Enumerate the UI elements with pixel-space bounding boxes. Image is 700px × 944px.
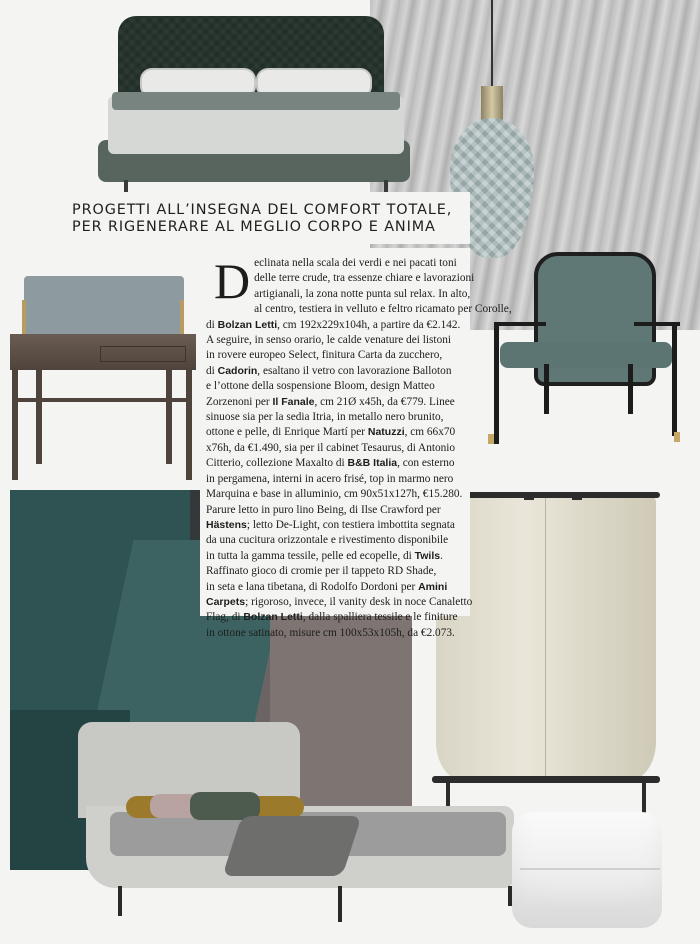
duvet-photo bbox=[512, 812, 662, 928]
brand-name: Hästens bbox=[206, 518, 247, 531]
desk-leg bbox=[186, 368, 192, 480]
headline-box bbox=[0, 192, 470, 244]
text-line: artigianali, la zona notte punta sul relax. In alto, bbox=[254, 287, 471, 300]
page-headline bbox=[72, 202, 452, 236]
text-line: Raffinato gioco di cromie per il tappeto RD Shade, bbox=[206, 565, 437, 578]
text-line: di Bolzan Letti, cm 192x229x104h, a partire da €2.142. bbox=[206, 318, 461, 331]
chair-leg bbox=[672, 324, 677, 436]
chair-seat-photo bbox=[500, 342, 672, 368]
duvet-fold bbox=[520, 868, 660, 870]
bed-leg bbox=[338, 886, 342, 922]
brand-name: Natuzzi bbox=[367, 426, 405, 439]
text-line: delle terre crude, tra essenze chiare e lavorazioni bbox=[254, 272, 475, 285]
chair-armrest bbox=[494, 322, 546, 326]
text-line: in rovere europeo Select, finitura Carta da zucchero, bbox=[206, 349, 443, 362]
lamp-cord bbox=[491, 0, 493, 86]
headline-line: PROGETTI ALL’INSEGNA DEL COMFORT TOTALE, bbox=[72, 202, 453, 218]
text-line: in pergamena, interni in acero frisé, top in marmo nero bbox=[206, 472, 454, 485]
desk-rail bbox=[18, 398, 190, 402]
headline-line: PER RIGENERARE AL MEGLIO CORPO E ANIMA bbox=[72, 219, 436, 235]
desk-leg bbox=[166, 368, 172, 464]
brand-name: Twils bbox=[414, 549, 441, 562]
brand-name: Amini bbox=[418, 580, 448, 593]
text-line: sinuose sia per la sedia Itria, in metallo nero brunito, bbox=[206, 411, 444, 424]
brand-name: Bolzan Letti bbox=[217, 318, 278, 331]
bed-throw bbox=[222, 816, 361, 876]
text-line: Carpets; rigoroso, invece, il vanity desk in noce Canaletto bbox=[206, 595, 473, 608]
cabinet-handle bbox=[572, 494, 582, 500]
brand-name: Cadorin bbox=[217, 364, 258, 377]
bed-blanket-photo bbox=[112, 92, 400, 110]
article-text-box bbox=[200, 248, 512, 639]
text-line: da una cucitura orizzontale e rivestimento disponibile bbox=[206, 534, 449, 547]
cabinet-door-split bbox=[545, 498, 546, 780]
text-line: Flag, di Bolzan Letti, dalla spalliera tessile e le finiture bbox=[206, 611, 458, 624]
cabinet-base bbox=[432, 776, 660, 783]
brand-name: Il Fanale bbox=[272, 395, 315, 408]
desk-brass-post bbox=[22, 300, 26, 336]
desk-brass-post bbox=[180, 300, 184, 336]
chair-leg bbox=[628, 364, 633, 414]
desk-backrest-photo bbox=[24, 276, 184, 336]
desk-leg bbox=[36, 368, 42, 464]
text-line: Citterio, collezione Maxalto di B&B Italia, con esterno bbox=[206, 457, 455, 470]
brand-name: Bolzan Letti bbox=[243, 611, 303, 624]
text-line: x76h, da €1.490, sia per il cabinet Tesaurus, di Antonio bbox=[206, 441, 456, 454]
text-line: Marquina e base in alluminio, cm 90x51x127h, €15.280. bbox=[206, 488, 463, 501]
desk-drawer bbox=[100, 346, 186, 362]
drop-cap: D bbox=[214, 253, 251, 309]
text-line: in seta e lana tibetana, di Rodolfo Dordoni per Amini bbox=[206, 580, 448, 593]
brand-name: B&B Italia bbox=[347, 457, 398, 470]
text-line: eclinata nella scala dei verdi e nei pacati toni bbox=[254, 257, 457, 269]
chair-foot bbox=[488, 434, 494, 444]
text-line: e l’ottone della sospensione Bloom, design Matteo bbox=[206, 380, 435, 393]
text-line: in ottone satinato, misure cm 100x53x105h, da €2.073. bbox=[206, 626, 455, 639]
brand-name: Carpets bbox=[206, 595, 246, 608]
chair-leg bbox=[494, 324, 499, 444]
text-line: Parure letto in puro lino Being, di Ilse Crawford per bbox=[206, 503, 441, 516]
bed-leg bbox=[118, 886, 122, 916]
text-line: A seguire, in senso orario, le calde venature dei listoni bbox=[206, 334, 452, 347]
desk-leg bbox=[12, 368, 18, 480]
article-body bbox=[206, 253, 512, 641]
chair-leg bbox=[544, 364, 549, 414]
cabinet-handle bbox=[524, 494, 534, 500]
text-line: al centro, testiera in velluto e feltro ricamato per Corolle, bbox=[254, 303, 512, 316]
text-line: in tutta la gamma tessile, pelle ed ecopelle, di Twils. bbox=[206, 549, 443, 562]
text-line: di Cadorin, esaltano il vetro con lavorazione Balloton bbox=[206, 364, 452, 377]
text-line: Hästens; letto De-Light, con testiera imbottita segnata bbox=[206, 518, 455, 531]
chair-foot bbox=[674, 432, 680, 442]
text-line: Zorzenoni per Il Fanale, cm 21Ø x45h, da €779. Linee bbox=[206, 395, 455, 408]
text-line: ottone e pelle, di Enrique Martí per Natuzzi, cm 66x70 bbox=[206, 426, 456, 439]
